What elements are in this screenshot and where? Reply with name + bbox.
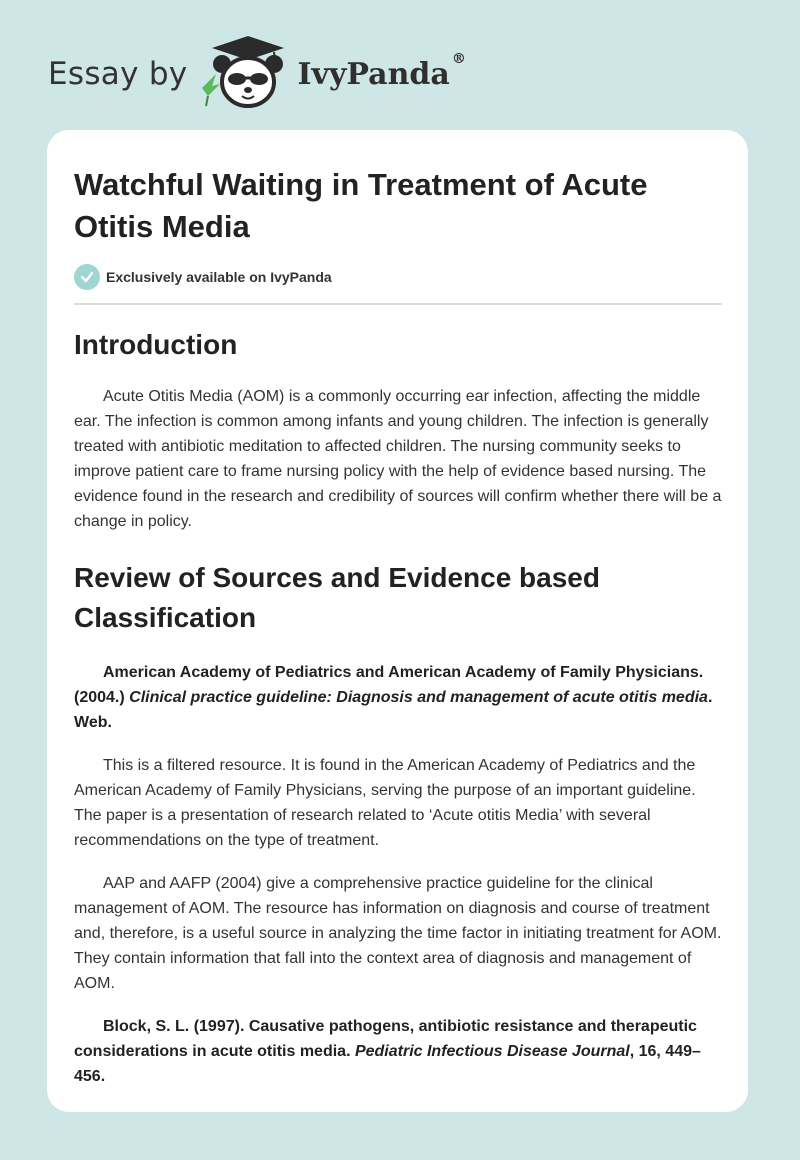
introduction-paragraph: Acute Otitis Media (AOM) is a commonly occurring ear infection, affecting the middle ear. The infection is common among infants and young children. The infection is generally treated with antibiotic meditation to affected children. The nursing community seeks to improve patient care to frame nursing policy with the help of evidence based nursing. The evidence found in the research and credibility of sources will confirm whether there will be a change in policy. — [74, 388, 722, 530]
exclusive-badge — [74, 264, 722, 290]
essay-by-label: Essay by — [48, 56, 188, 92]
divider — [74, 303, 722, 305]
reference-tail: . Web. — [74, 689, 713, 731]
section-heading-review: Review of Sources and Evidence based Classification — [74, 562, 600, 633]
reference-tail: , 16, 449–456. — [74, 1043, 701, 1085]
checkmark-icon — [74, 264, 100, 290]
reference-journal: Pediatric Infectious Disease Journal — [354, 1043, 630, 1060]
section-heading-introduction: Introduction — [74, 329, 238, 360]
site-header — [48, 34, 466, 114]
registered-mark: ® — [451, 50, 466, 67]
exclusive-badge-label: Exclusively available on IvyPanda — [106, 269, 332, 285]
reference-title: Clinical practice guideline: Diagnosis and management of acute otitis media — [129, 689, 708, 706]
brand-name-text: IvyPanda — [297, 56, 450, 92]
reference-authors: Block, S. L. (1997). Causative pathogens, antibiotic resistance and therapeutic considerations in acute otitis media. — [74, 1018, 697, 1060]
essay-card — [47, 130, 748, 1112]
reference-block — [74, 1014, 722, 1089]
brand-name — [297, 50, 466, 92]
panda-graduate-logo-icon — [198, 34, 294, 114]
review-paragraph-1: This is a filtered resource. It is found in the American Academy of Pediatrics and the American Academy of Family Physicians, serving the purpose of an important guideline. The paper is a presentation of research related to ‘Acute otitis Media’ with several recommendations on the type of treatment. — [74, 757, 696, 849]
review-paragraph-2: AAP and AAFP (2004) give a comprehensive practice guideline for the clinical management of AOM. The resource has information on diagnosis and course of treatment and, therefore, is a useful source in analyzing the time factor in initiating treatment for AOM. They contain information that fall into the context area of diagnosis and management of AOM. — [74, 875, 722, 992]
essay-title: Watchful Waiting in Treatment of Acute Otitis Media — [74, 167, 648, 244]
reference-authors: American Academy of Pediatrics and American Academy of Family Physicians. (2004.) — [74, 664, 704, 706]
reference-aap-aafp — [74, 660, 722, 735]
ivy-leaf-icon — [202, 74, 220, 106]
